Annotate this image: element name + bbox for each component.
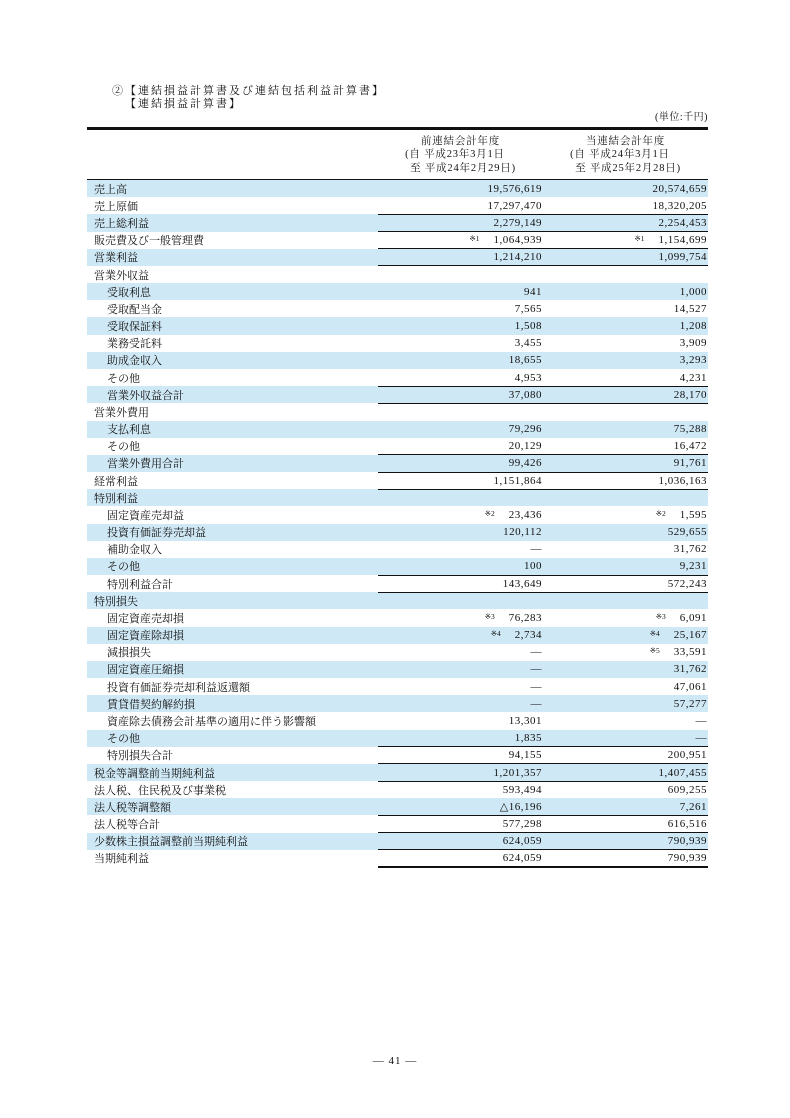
amount-prior [378, 715, 543, 727]
row-label: 資産除去債務会計基準の適用に伴う影響額 [107, 716, 316, 728]
amount-value: 16,472 [673, 440, 707, 453]
unit-note: (単位:千円) [655, 112, 708, 123]
amount-value: 1,099,754 [658, 251, 707, 264]
amount-value: 790,939 [667, 852, 707, 865]
amount-prior [378, 681, 543, 693]
amount-current [543, 183, 708, 195]
page-number: — 41 — [372, 1055, 418, 1067]
row-label: その他 [107, 372, 140, 385]
table-row [87, 197, 708, 214]
amount-value: 31,762 [673, 663, 707, 676]
amount-current [543, 337, 708, 349]
row-label: 営業外収益 [94, 269, 149, 282]
amount-prior [378, 767, 543, 779]
amount-prior [378, 852, 543, 864]
amount-current [543, 629, 708, 641]
column-header-prior [378, 135, 543, 176]
table-row [87, 798, 708, 815]
amount-current [543, 852, 708, 864]
row-label: その他 [107, 733, 140, 746]
note-marker: ※5 [649, 646, 660, 656]
row-amounts [378, 300, 708, 317]
row-amounts [378, 592, 708, 609]
row-amounts [378, 197, 708, 214]
income-statement-table [87, 127, 708, 867]
amount-value: 1,151,864 [493, 474, 542, 487]
row-amounts [378, 850, 708, 867]
row-amounts [378, 764, 708, 781]
amount-value: 1,154,699 [658, 234, 707, 247]
row-label: 営業利益 [94, 252, 138, 265]
table-row [87, 506, 708, 523]
amount-current [543, 509, 708, 521]
table-row [87, 524, 708, 541]
note-marker: ※3 [484, 611, 495, 621]
table-row [87, 730, 708, 747]
amount-current [543, 475, 708, 487]
amount-value: 13,301 [508, 715, 542, 727]
amount-prior [378, 286, 543, 298]
amount-current [543, 578, 708, 590]
row-label: 固定資産売却損 [107, 612, 184, 625]
table-row [87, 781, 708, 798]
amount-value: 100 [524, 560, 542, 573]
amount-prior [378, 440, 543, 452]
amount-prior [378, 835, 543, 847]
row-label: 受取保証料 [107, 321, 162, 334]
amount-value: 790,939 [667, 835, 707, 848]
amount-value: 200,951 [667, 749, 707, 762]
period-label: 当連結会計年度 [585, 135, 666, 147]
amount-value: 529,655 [667, 526, 707, 539]
amount-prior [378, 354, 543, 366]
amount-current [543, 457, 708, 469]
row-amounts [378, 455, 708, 472]
amount-value: 17,297,470 [487, 199, 542, 212]
table-row [87, 438, 708, 455]
row-label: 特別損失合計 [107, 750, 173, 763]
amount-value: 1,595 [679, 508, 707, 521]
row-amounts [378, 283, 708, 300]
row-amounts [378, 369, 708, 386]
amount-prior [378, 543, 543, 555]
row-amounts [378, 180, 708, 197]
amount-prior [378, 732, 543, 744]
amount-value: 4,953 [514, 371, 542, 384]
amount-value: 1,508 [514, 320, 542, 333]
amount-value: 3,293 [679, 354, 707, 367]
row-amounts [378, 214, 708, 231]
row-amounts [378, 815, 708, 832]
row-amounts [378, 695, 708, 712]
amount-prior [378, 526, 543, 538]
amount-current [543, 440, 708, 452]
amount-value: — [530, 646, 542, 659]
row-label: 固定資産売却益 [107, 509, 184, 522]
amount-current [543, 234, 708, 246]
amount-value: 7,261 [679, 800, 707, 813]
row-amounts [378, 249, 708, 266]
amount-value: 1,407,455 [658, 766, 707, 779]
row-label: 業務受託料 [107, 338, 162, 351]
amount-current [543, 217, 708, 229]
amount-current [543, 612, 708, 624]
amount-value: 28,170 [673, 388, 707, 401]
amount-value: 1,000 [679, 285, 707, 298]
table-row [87, 661, 708, 678]
amount-value: 3,909 [679, 337, 707, 350]
amount-value: 1,036,163 [658, 474, 707, 487]
amount-current [543, 818, 708, 830]
row-label: 受取配当金 [107, 303, 162, 316]
amount-prior [378, 217, 543, 229]
header-spacer [87, 135, 378, 176]
note-marker: ※3 [655, 611, 666, 621]
amount-value: 1,214,210 [493, 251, 542, 264]
amount-current [543, 526, 708, 538]
row-label: 特別損失 [94, 595, 138, 608]
row-amounts [378, 386, 708, 403]
table-row [87, 627, 708, 644]
amount-value: 99,426 [508, 457, 542, 470]
row-label: その他 [107, 561, 140, 574]
amount-value: 14,527 [673, 302, 707, 315]
table-row [87, 266, 708, 283]
amount-value: 20,574,659 [652, 182, 707, 195]
amount-prior [378, 578, 543, 590]
row-label: 特別利益 [94, 492, 138, 505]
table-row [87, 214, 708, 231]
row-amounts [378, 403, 708, 420]
amount-value: 2,279,149 [493, 217, 542, 230]
period-label: 前連結会計年度 [420, 135, 501, 147]
period-range [570, 148, 681, 175]
table-row [87, 609, 708, 626]
table-row [87, 249, 708, 266]
table-row [87, 678, 708, 695]
note-marker: ※4 [649, 629, 660, 639]
table-row [87, 300, 708, 317]
row-amounts [378, 541, 708, 558]
row-amounts [378, 421, 708, 438]
amount-current [543, 389, 708, 401]
row-label: 固定資産圧縮損 [107, 664, 184, 677]
row-amounts [378, 524, 708, 541]
row-amounts [378, 712, 708, 729]
row-amounts [378, 266, 708, 283]
row-amounts [378, 352, 708, 369]
amount-value: 57,277 [673, 697, 707, 710]
amount-prior [378, 698, 543, 710]
amount-prior [378, 423, 543, 435]
table-row [87, 489, 708, 506]
row-amounts [378, 609, 708, 626]
amount-value: 941 [524, 285, 542, 298]
row-amounts [378, 833, 708, 850]
amount-value: 2,734 [514, 629, 542, 642]
row-label: 投資有価証券売却利益返還額 [107, 681, 250, 694]
amount-value: 9,231 [679, 560, 707, 573]
row-label: 営業外費用合計 [107, 458, 184, 471]
amount-current [543, 251, 708, 263]
amount-value: — [695, 715, 707, 727]
table-row [87, 815, 708, 832]
amount-value: 120,112 [503, 526, 542, 539]
row-label: 税金等調整前当期純利益 [94, 767, 215, 780]
amount-prior [378, 251, 543, 263]
table-row [87, 369, 708, 386]
amount-prior [378, 475, 543, 487]
row-amounts [378, 747, 708, 764]
amount-current [543, 732, 708, 744]
row-label: 法人税等調整額 [94, 801, 171, 814]
page-title-line2: 【連結損益計算書】 [125, 98, 242, 110]
table-row [87, 764, 708, 781]
amount-value: 18,320,205 [652, 199, 707, 212]
amount-current [543, 423, 708, 435]
row-label: 売上原価 [94, 200, 138, 213]
amount-value: 76,283 [508, 611, 542, 624]
amount-value: 6,091 [679, 611, 707, 624]
row-label: 固定資産除却損 [107, 630, 184, 643]
table-row [87, 712, 708, 729]
row-label: 投資有価証券売却益 [107, 527, 206, 540]
row-amounts [378, 661, 708, 678]
period-start: (自 平成23年3月1日 [405, 149, 505, 161]
table-body [87, 180, 708, 867]
table-row [87, 352, 708, 369]
amount-value: 3,455 [514, 337, 542, 350]
row-label: 売上高 [94, 183, 127, 196]
table-row [87, 335, 708, 352]
row-label: 法人税、住民税及び事業税 [94, 784, 226, 797]
table-header [87, 130, 708, 181]
amount-prior [378, 303, 543, 315]
amount-current [543, 835, 708, 847]
table-row [87, 833, 708, 850]
row-label: 法人税等合計 [94, 819, 160, 832]
table-row [87, 386, 708, 403]
row-label: 売上総利益 [94, 218, 149, 231]
row-amounts [378, 575, 708, 592]
amount-prior [378, 629, 543, 641]
amount-value: 47,061 [673, 680, 707, 693]
row-amounts [378, 678, 708, 695]
amount-value: 593,494 [502, 783, 542, 796]
amount-value: 572,243 [667, 577, 707, 590]
amount-value: — [695, 732, 707, 745]
table-row [87, 403, 708, 420]
amount-value: — [530, 543, 542, 556]
row-amounts [378, 335, 708, 352]
amount-value: 2,254,453 [658, 217, 707, 230]
amount-value: 1,835 [514, 732, 542, 745]
amount-prior [378, 389, 543, 401]
row-label: 補助金収入 [107, 544, 162, 557]
page-title-line1: ②【連結損益計算書及び連結包括利益計算書】 [112, 85, 385, 97]
table-row [87, 644, 708, 661]
amount-current [543, 354, 708, 366]
table-row [87, 472, 708, 489]
row-amounts [378, 627, 708, 644]
amount-current [543, 286, 708, 298]
table-row [87, 850, 708, 867]
amount-value: — [530, 680, 542, 693]
note-marker: ※1 [634, 234, 645, 244]
row-amounts [378, 489, 708, 506]
amount-current [543, 560, 708, 572]
note-marker: ※1 [469, 234, 480, 244]
row-label: 当期純利益 [94, 853, 149, 866]
amount-current [543, 698, 708, 710]
table-row [87, 541, 708, 558]
row-label: 経常利益 [94, 475, 138, 488]
row-amounts [378, 317, 708, 334]
row-amounts [378, 730, 708, 747]
amount-value: 143,649 [502, 577, 542, 590]
table-row [87, 455, 708, 472]
row-label: 受取利息 [107, 286, 151, 299]
amount-value: — [530, 697, 542, 710]
amount-value: 19,576,619 [487, 182, 542, 195]
amount-prior [378, 200, 543, 212]
amount-current [543, 715, 708, 727]
row-amounts [378, 506, 708, 523]
amount-current [543, 646, 708, 658]
period-end: 至 平成25年2月28日) [575, 162, 681, 174]
amount-prior [378, 818, 543, 830]
amount-value: 20,129 [508, 440, 542, 453]
amount-value: △16,196 [499, 801, 542, 814]
amount-value: 1,201,357 [493, 766, 542, 779]
row-amounts [378, 558, 708, 575]
note-marker: ※4 [490, 629, 501, 639]
amount-prior [378, 560, 543, 572]
amount-current [543, 801, 708, 813]
amount-current [543, 663, 708, 675]
row-label: 営業外収益合計 [107, 389, 184, 402]
row-amounts [378, 798, 708, 815]
amount-current [543, 200, 708, 212]
amount-prior [378, 663, 543, 675]
column-header-current [543, 135, 708, 176]
amount-prior [378, 646, 543, 658]
amount-current [543, 372, 708, 384]
amount-value: 624,059 [502, 852, 542, 865]
amount-prior [378, 234, 543, 246]
note-marker: ※2 [655, 508, 666, 518]
amount-value: 75,288 [673, 423, 707, 436]
amount-value: 23,436 [508, 508, 542, 521]
amount-prior [378, 749, 543, 761]
amount-value: 31,762 [673, 543, 707, 556]
table-row [87, 575, 708, 592]
row-label: 特別利益合計 [107, 578, 173, 591]
amount-prior [378, 183, 543, 195]
amount-value: 577,298 [502, 818, 542, 831]
row-label: 減損損失 [107, 647, 151, 660]
amount-value: 1,064,939 [493, 234, 542, 247]
row-label: 販売費及び一般管理費 [94, 235, 204, 248]
amount-value: 1,208 [679, 320, 707, 333]
amount-current [543, 320, 708, 332]
row-label: 少数株主損益調整前当期純利益 [94, 836, 248, 849]
row-label: 賃貸借契約解約損 [107, 698, 195, 711]
amount-value: 25,167 [673, 629, 707, 642]
table-row [87, 592, 708, 609]
row-amounts [378, 781, 708, 798]
amount-current [543, 767, 708, 779]
table-row [87, 747, 708, 764]
amount-value: 79,296 [508, 423, 542, 436]
amount-value: 37,080 [508, 388, 542, 401]
amount-value: 7,565 [514, 302, 542, 315]
amount-value: 91,761 [673, 457, 707, 470]
table-row [87, 180, 708, 197]
amount-value: 624,059 [502, 835, 542, 848]
amount-value: 94,155 [508, 749, 542, 762]
table-row [87, 232, 708, 249]
amount-value: 4,231 [679, 371, 707, 384]
row-label: 助成金収入 [107, 355, 162, 368]
amount-value: 18,655 [508, 354, 542, 367]
amount-value: 616,516 [667, 818, 707, 831]
table-row [87, 558, 708, 575]
amount-value: 33,591 [673, 646, 707, 659]
table-row [87, 421, 708, 438]
amount-current [543, 543, 708, 555]
amount-prior [378, 372, 543, 384]
amount-prior [378, 337, 543, 349]
note-marker: ※2 [484, 508, 495, 518]
period-start: (自 平成24年3月1日 [570, 149, 670, 161]
amount-prior [378, 457, 543, 469]
row-amounts [378, 232, 708, 249]
amount-prior [378, 509, 543, 521]
amount-prior [378, 320, 543, 332]
period-range [405, 148, 516, 175]
amount-prior [378, 612, 543, 624]
table-row [87, 283, 708, 300]
row-amounts [378, 644, 708, 661]
amount-value: 609,255 [667, 783, 707, 796]
table-row [87, 695, 708, 712]
row-label: その他 [107, 441, 140, 454]
amount-prior [378, 784, 543, 796]
row-amounts [378, 438, 708, 455]
row-label: 支払利息 [107, 424, 151, 437]
amount-current [543, 749, 708, 761]
row-label: 営業外費用 [94, 406, 149, 419]
amount-current [543, 784, 708, 796]
amount-value: — [530, 663, 542, 676]
period-end: 至 平成24年2月29日) [410, 162, 516, 174]
table-row [87, 317, 708, 334]
amount-current [543, 303, 708, 315]
amount-prior [378, 800, 543, 813]
amount-current [543, 681, 708, 693]
row-amounts [378, 472, 708, 489]
